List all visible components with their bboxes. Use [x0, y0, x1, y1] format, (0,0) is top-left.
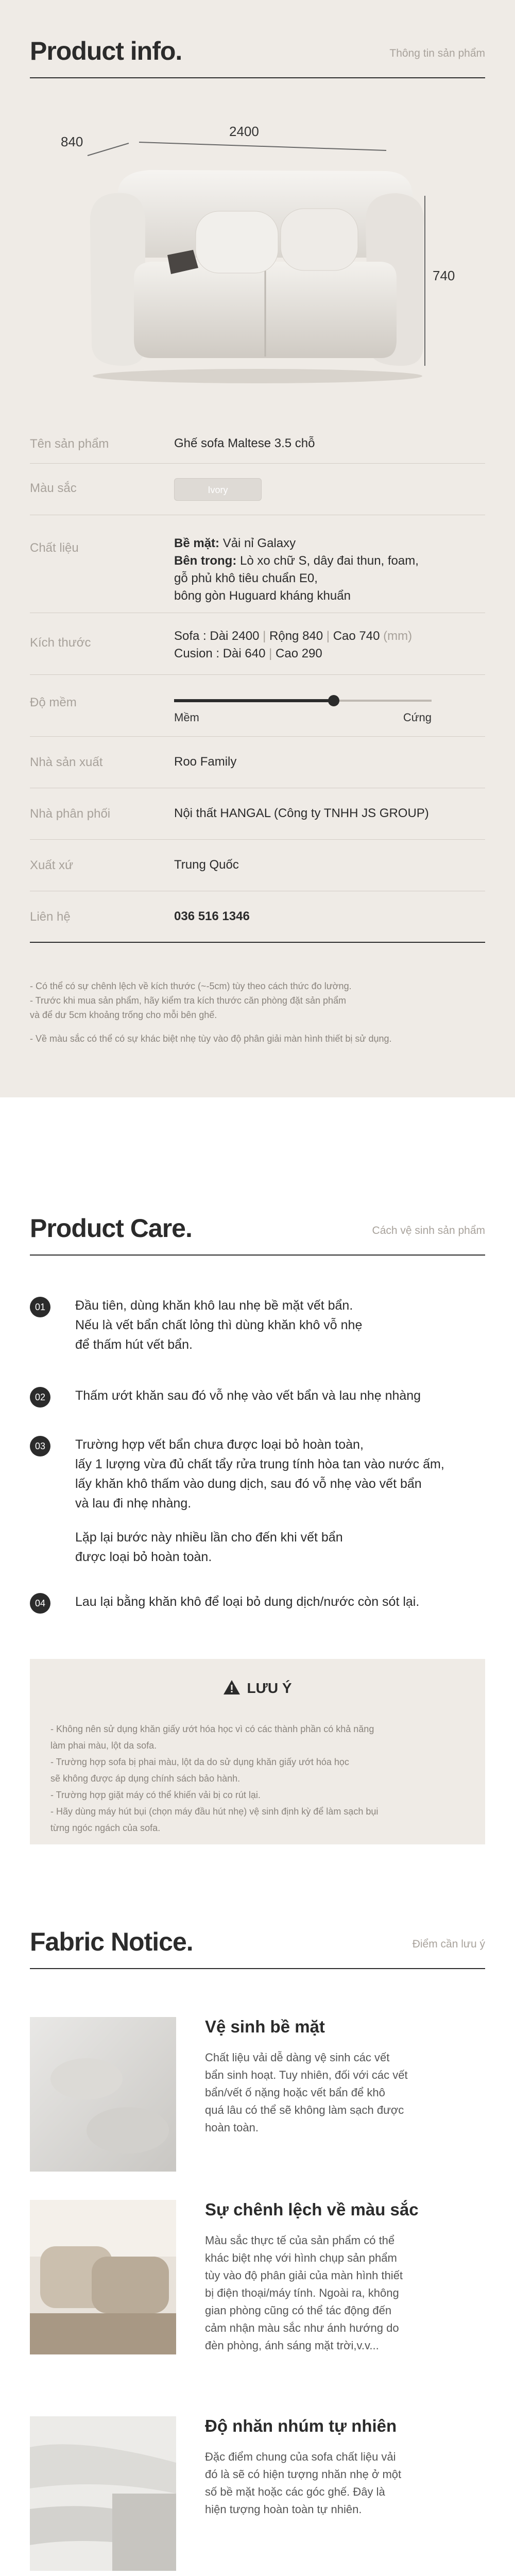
- material-surface-key: Bề mặt:: [174, 536, 220, 550]
- care-line: được loại bỏ hoàn toàn.: [75, 1550, 212, 1564]
- product-info-title: Product info.: [30, 37, 182, 65]
- warning-line: - Trường hợp sofa bị phai màu, lột da do sử dụng khăn giấy ướt hóa học: [50, 1757, 349, 1767]
- fabric-line: gian phòng cũng có thể tác động đến: [205, 2304, 392, 2317]
- product-info-header: [30, 36, 485, 67]
- care-step-number: 03: [30, 1436, 50, 1456]
- fabric-line: đó là sẽ có hiện tượng nhăn nhẹ ở một: [205, 2468, 402, 2481]
- care-step-text: [75, 1296, 477, 1354]
- fabric-image-wrinkle: [30, 2416, 176, 2571]
- fabric-line: số bề mặt hoặc các góc ghế. Đây là: [205, 2485, 385, 2498]
- info-note: - Về màu sắc có thể có sự khác biệt nhẹ tùy vào độ phân giải màn hình thiết bị sử dụng.: [30, 1033, 392, 1044]
- size-unit: (mm): [383, 629, 413, 643]
- warning-line: - Hãy dùng máy hút bụi (chọn máy đầu hút nhẹ) vệ sinh định kỳ để làm sạch bụi: [50, 1806, 379, 1817]
- spec-row-name: [30, 428, 485, 464]
- fabric-notice-subtitle: Điểm cần lưu ý: [412, 1938, 485, 1950]
- fabric-item-cleaning: [30, 2017, 485, 2182]
- material-inner-line3: bông gòn Huguard kháng khuẩn: [174, 589, 351, 603]
- product-care-divider: [30, 1255, 485, 1256]
- spec-label-origin: Xuất xứ: [30, 858, 74, 872]
- spec-value-size: [174, 628, 412, 663]
- care-step-3: [30, 1435, 485, 1569]
- spec-row-contact: [30, 891, 485, 943]
- fabric-line: cảm nhận màu sắc như ánh hướng do: [205, 2321, 399, 2334]
- care-step-text: [75, 1592, 477, 1612]
- spec-row-softness: [30, 675, 485, 737]
- product-info-section: [0, 0, 515, 1097]
- spec-row-origin: [30, 840, 485, 891]
- sofa-dimension-drawing: [57, 124, 458, 412]
- care-step-number: 02: [30, 1387, 50, 1408]
- fabric-item-title: Vệ sinh bề mặt: [205, 2017, 325, 2036]
- care-step-number: 01: [30, 1297, 50, 1317]
- product-care-subtitle: Cách vệ sinh sản phẩm: [372, 1225, 485, 1236]
- fabric-item-color: [30, 2200, 485, 2365]
- fabric-line: tùy vào độ phân giải của màn hình thiết: [205, 2269, 403, 2282]
- spec-row-size: [30, 613, 485, 675]
- spec-value-material: [174, 535, 419, 605]
- fabric-item-title: Sự chênh lệch về màu sắc: [205, 2200, 419, 2219]
- spec-label-name: Tên sản phẩm: [30, 437, 109, 451]
- color-swatch-ivory[interactable]: Ivory: [174, 478, 262, 501]
- info-note: - Có thể có sự chênh lệch về kích thước (~-5cm) tùy theo cách thức đo lường.: [30, 981, 352, 991]
- info-note: và để dư 5cm khoảng trống cho mỗi bên ghế.: [30, 1010, 217, 1020]
- product-care-section: [0, 1097, 515, 1891]
- fabric-notice-header: [30, 1927, 485, 1958]
- spec-table: [30, 428, 485, 963]
- size-sofa-depth: Rộng 840: [269, 629, 327, 643]
- warning-line: - Không nên sử dụng khăn giấy ướt hóa học vì có các thành phần có khả năng: [50, 1724, 374, 1734]
- info-note: - Trước khi mua sản phẩm, hãy kiểm tra kích thước căn phòng đặt sản phẩm: [30, 995, 346, 1006]
- care-step-text: [75, 1435, 477, 1567]
- softness-soft-label: Mềm: [174, 711, 199, 724]
- care-line: Thấm ướt khăn sau đó vỗ nhẹ vào vết bẩn và lau nhẹ nhàng: [75, 1388, 421, 1403]
- spec-row-distributor: [30, 788, 485, 840]
- material-surface-value: Vải nỉ Galaxy: [219, 536, 296, 550]
- fabric-line: bẩn sinh hoạt. Tuy nhiên, đối với các vết: [205, 2069, 408, 2081]
- material-inner-line2: gỗ phủ khô tiêu chuẩn E0,: [174, 571, 318, 585]
- softness-slider: [174, 693, 432, 724]
- fabric-line: đèn phòng, ánh sáng mặt trời,v.v...: [205, 2339, 379, 2352]
- fabric-line: Đặc điểm chung của sofa chất liệu vải: [205, 2450, 396, 2463]
- fabric-line: Chất liệu vải dễ dàng vệ sinh các vết: [205, 2051, 390, 2064]
- dim-height-label: 740: [433, 268, 455, 283]
- material-inner-value: Lò xo chữ S, dây đai thun, foam,: [236, 554, 419, 568]
- fabric-notice-title: Fabric Notice.: [30, 1927, 193, 1956]
- fabric-image-cleaning: [30, 2017, 176, 2172]
- fabric-line: hiện tượng hoàn toàn tự nhiên.: [205, 2503, 362, 2516]
- care-step-1: [30, 1296, 485, 1363]
- spec-label-material: Chất liệu: [30, 541, 79, 555]
- spec-value-origin: Trung Quốc: [174, 858, 239, 872]
- info-notes: [30, 979, 485, 1046]
- fabric-line: bẩn/vết ố nặng hoặc vết bẩn để khô: [205, 2086, 385, 2099]
- softness-knob: [328, 695, 339, 706]
- dim-depth-label: 840: [61, 134, 83, 149]
- fabric-item-text: [205, 2448, 486, 2518]
- fabric-image-color: [30, 2200, 176, 2354]
- sofa-illustration: [57, 124, 458, 412]
- spec-label-color: Màu sắc: [30, 481, 77, 495]
- spec-value-contact[interactable]: 036 516 1346: [174, 909, 250, 923]
- fabric-line: khác biệt nhẹ với hình chụp sản phẩm: [205, 2251, 397, 2264]
- care-warning-title: LƯU Ý: [247, 1680, 292, 1696]
- size-sep-1: |: [263, 629, 266, 643]
- care-line: Nếu là vết bẩn chất lỏng thì dùng khăn khô vỗ nhẹ: [75, 1318, 363, 1332]
- care-line: Lặp lại bước này nhiều lần cho đến khi vết bẩn: [75, 1530, 343, 1545]
- product-care-header: [30, 1213, 485, 1244]
- size-sep-3: |: [269, 647, 272, 660]
- care-line: lấy khăn khô thấm vào dung dịch, sau đó vỗ nhẹ vào vết bẩn: [75, 1477, 422, 1491]
- warning-line: - Trường hợp giặt máy có thể khiến vải bị co rút lại.: [50, 1790, 261, 1800]
- size-sep-2: |: [326, 629, 330, 643]
- fabric-notice-divider: [30, 1968, 485, 1969]
- care-line: và lau đi nhẹ nhàng.: [75, 1496, 192, 1511]
- softness-fill: [174, 699, 334, 702]
- size-cushion-height: Cao 290: [276, 647, 322, 660]
- warning-icon: [223, 1680, 241, 1695]
- fabric-line: hoàn toàn.: [205, 2121, 259, 2134]
- spec-value-maker: Roo Family: [174, 755, 237, 769]
- care-line: lấy 1 lượng vừa đủ chất tẩy rửa trung tính hòa tan vào nước ấm,: [75, 1457, 444, 1471]
- fabric-item-text: [205, 2232, 486, 2354]
- care-warning-text: [50, 1721, 465, 1836]
- size-sofa-height: Cao 740: [333, 629, 384, 643]
- care-step-number: 04: [30, 1593, 50, 1614]
- care-step-4: [30, 1592, 485, 1618]
- spec-label-size: Kích thước: [30, 636, 91, 650]
- spec-label-maker: Nhà sản xuất: [30, 755, 103, 769]
- spec-row-color: [30, 464, 485, 515]
- spec-row-material: [30, 515, 485, 613]
- dim-width-label: 2400: [229, 124, 259, 139]
- fabric-item-wrinkle: [30, 2416, 485, 2576]
- fabric-line: quá lâu có thể sẽ không làm sạch được: [205, 2104, 404, 2116]
- warning-line: sẽ không được áp dụng chính sách bảo hành.: [50, 1773, 241, 1784]
- care-warning-box: [30, 1659, 485, 1844]
- care-line: Đầu tiên, dùng khăn khô lau nhẹ bề mặt vết bẩn.: [75, 1298, 353, 1313]
- spec-label-contact: Liên hệ: [30, 910, 71, 924]
- material-inner-key: Bên trong:: [174, 554, 237, 568]
- care-line: để thấm hút vết bẩn.: [75, 1337, 193, 1352]
- spec-value-name: Ghế sofa Maltese 3.5 chỗ: [174, 436, 315, 450]
- spec-label-softness: Độ mềm: [30, 696, 77, 709]
- care-line: Trường hợp vết bẩn chưa được loại bỏ hoàn toàn,: [75, 1437, 364, 1452]
- warning-line: từng ngóc ngách của sofa.: [50, 1823, 161, 1833]
- product-info-divider: [30, 77, 485, 78]
- size-cushion-length: Cusion : Dài 640: [174, 647, 269, 660]
- care-step-text: [75, 1386, 477, 1405]
- fabric-line: bị điện thoại/máy tính. Ngoài ra, không: [205, 2286, 399, 2299]
- spec-value-distributor: Nội thất HANGAL (Công ty TNHH JS GROUP): [174, 806, 429, 820]
- warning-line: làm phai màu, lột da sofa.: [50, 1740, 157, 1751]
- care-warning-heading: [30, 1680, 485, 1697]
- fabric-item-title: Độ nhăn nhúm tự nhiên: [205, 2416, 397, 2435]
- product-care-title: Product Care.: [30, 1214, 192, 1243]
- softness-hard-label: Cứng: [403, 711, 432, 724]
- product-info-subtitle: Thông tin sản phẩm: [389, 47, 485, 59]
- spec-row-maker: [30, 737, 485, 788]
- size-sofa-length: Sofa : Dài 2400: [174, 629, 263, 643]
- spec-label-distributor: Nhà phân phối: [30, 807, 111, 821]
- care-line: Lau lại bằng khăn khô để loại bỏ dung dịch/nước còn sót lại.: [75, 1595, 420, 1609]
- fabric-item-text: [205, 2049, 486, 2137]
- fabric-line: Màu sắc thực tế của sản phẩm có thể: [205, 2234, 395, 2247]
- care-step-2: [30, 1386, 485, 1412]
- fabric-notice-section: [0, 1891, 515, 2576]
